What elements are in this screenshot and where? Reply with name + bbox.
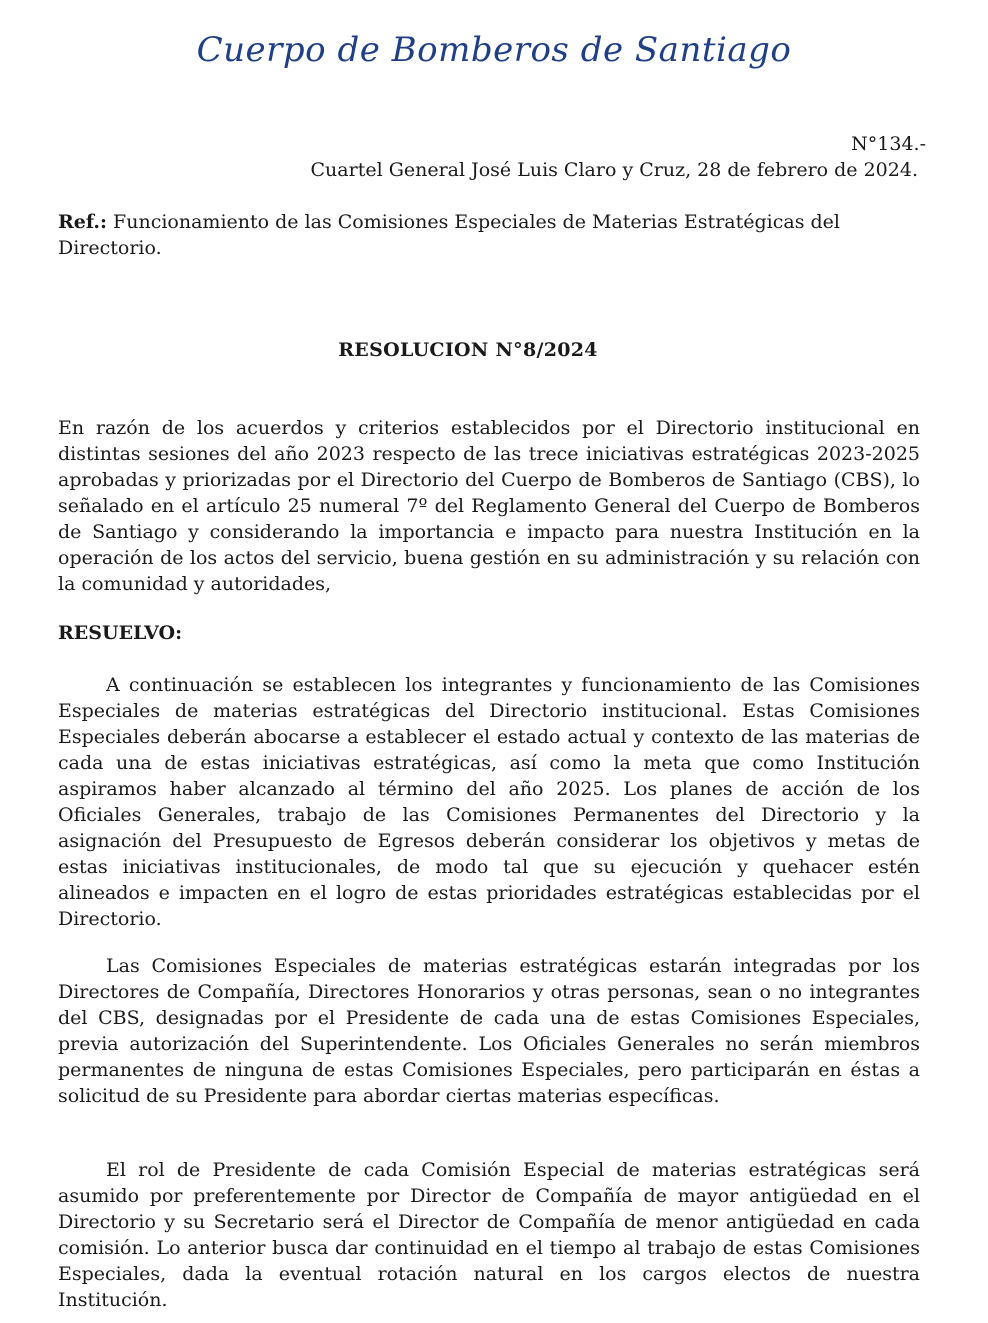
- reference: [58, 209, 920, 261]
- reference-text: Funcionamiento de las Comisiones Especiales de Materias Estratégicas del Directorio.: [58, 211, 840, 259]
- reference-label: Ref.:: [58, 211, 108, 233]
- dateline: Cuartel General José Luis Claro y Cruz, 28 de febrero de 2024.: [310, 159, 918, 181]
- body-paragraph-1: A continuación se establecen los integrantes y funcionamiento de las Comisiones Especiales de materias estratégicas del Directorio institucional. Estas Comisiones Especiales deberán abocarse a establecer el estado actual y contexto de las materias de cada una de estas iniciativas estratégicas, así como la meta que como Institución aspiramos haber alcanzado al término del año 2025. Los planes de acción de los Oficiales Generales, trabajo de las Comisiones Permanentes del Directorio y la asignación del Presupuesto de Egresos deberán considerar los objetivos y metas de estas iniciativas institucionales, de modo tal que su ejecución y quehacer estén alineados e impacten en el logro de estas prioridades estratégicas establecidas por el Directorio.: [58, 674, 920, 930]
- intro-paragraph: En razón de los acuerdos y criterios establecidos por el Directorio institucional en distintas sesiones del año 2023 respecto de las trece iniciativas estratégicas 2023-2025 aprobadas y priorizadas por el Directorio del Cuerpo de Bomberos de Santiago (CBS), lo señalado en el artículo 25 numeral 7º del Reglamento General del Cuerpo de Bomberos de Santiago y considerando la importancia e impacto para nuestra Institución en la operación de los actos del servicio, buena gestión en su administración y su relación con la comunidad y autoridades,: [58, 417, 920, 595]
- document-number: N°134.-: [851, 133, 926, 155]
- resolution-title: RESOLUCION N°8/2024: [338, 339, 598, 361]
- body-paragraph-2: Las Comisiones Especiales de materias estratégicas estarán integradas por los Directores de Compañía, Directores Honorarios y otras personas, sean o no integrantes del CBS, designadas por el Presidente de cada una de estas Comisiones Especiales, previa autorización del Superintendente. Los Oficiales Generales no serán miembros permanentes de ninguna de estas Comisiones Especiales, pero participarán en éstas a solicitud de su Presidente para abordar ciertas materias específicas.: [58, 955, 920, 1107]
- letterhead: Cuerpo de Bomberos de Santiago: [196, 30, 792, 70]
- body-paragraph-3: El rol de Presidente de cada Comisión Especial de materias estratégicas será asumido por preferentemente por Director de Compañía de mayor antigüedad en el Directorio y su Secretario será el Director de Compañía de menor antigüedad en cada comisión. Lo anterior busca dar continuidad en el tiempo al trabajo de estas Comisiones Especiales, dada la eventual rotación natural en los cargos electos de nuestra Institución.: [58, 1159, 920, 1311]
- resuelvo-heading: RESUELVO:: [58, 622, 183, 644]
